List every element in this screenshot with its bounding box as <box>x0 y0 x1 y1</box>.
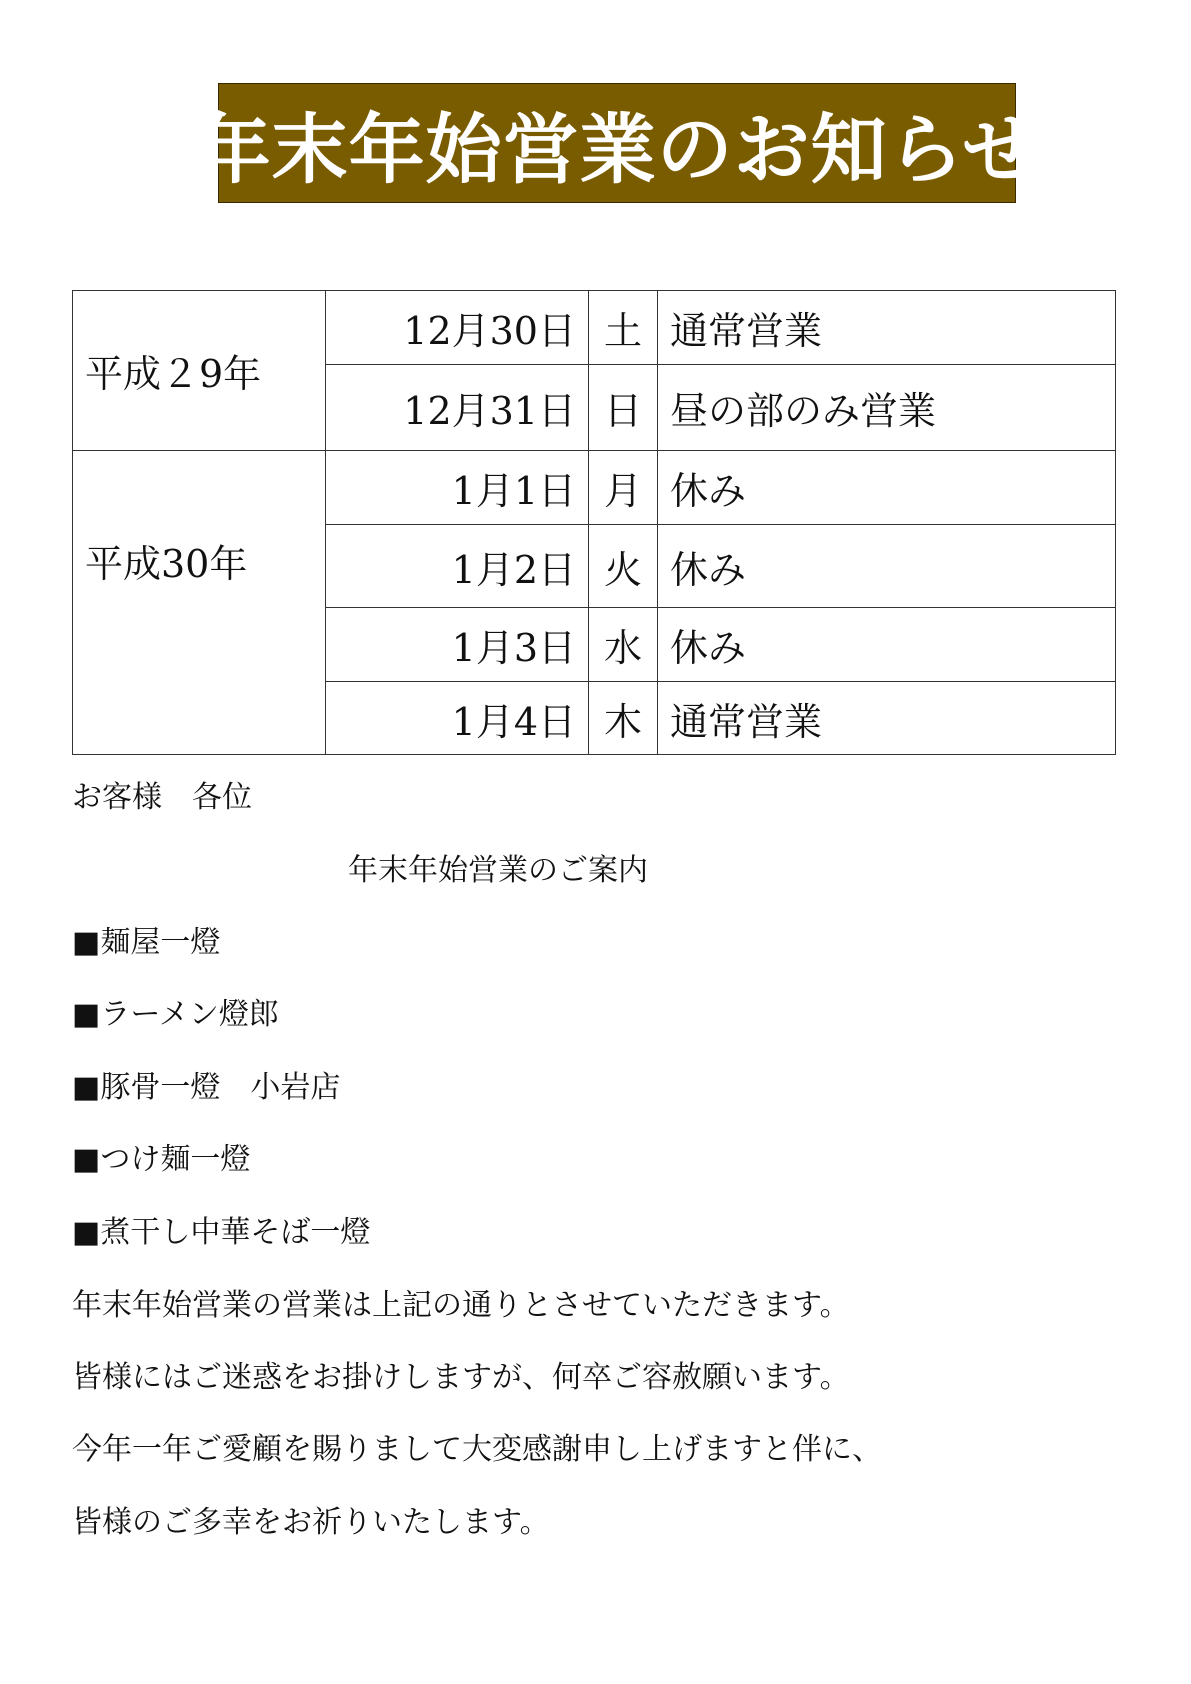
table-row <box>73 451 1116 525</box>
table-row <box>73 291 1116 365</box>
status-cell: 通常営業 <box>658 682 1116 755</box>
weekday-cell: 水 <box>589 608 658 682</box>
status-cell: 休み <box>658 525 1116 608</box>
status-cell: 休み <box>658 608 1116 682</box>
year-cell: 平成２9年 <box>73 291 326 451</box>
status-cell: 通常営業 <box>658 291 1116 365</box>
date-cell: 1月3日 <box>326 608 589 682</box>
subtitle: 年末年始営業のご案内 <box>348 853 648 888</box>
weekday-cell: 火 <box>589 525 658 608</box>
store-item: ■麺屋一燈 <box>72 925 221 960</box>
status-cell: 休み <box>658 451 1116 525</box>
message-line: 年末年始営業の営業は上記の通りとさせていただきます。 <box>72 1288 850 1323</box>
store-item: ■ラーメン燈郎 <box>72 997 279 1032</box>
date-cell: 12月31日 <box>326 365 589 451</box>
store-item: ■煮干し中華そば一燈 <box>72 1215 371 1250</box>
year-cell: 平成30年 <box>73 451 326 755</box>
message-line: 皆様のご多幸をお祈りいたします。 <box>72 1505 550 1540</box>
page-title: 年末年始営業のお知らせ <box>194 104 1040 194</box>
message-line: 今年一年ご愛顧を賜りまして大変感謝申し上げますと伴に、 <box>72 1432 882 1467</box>
store-item: ■豚骨一燈 小岩店 <box>72 1070 341 1105</box>
date-cell: 1月4日 <box>326 682 589 755</box>
status-cell: 昼の部のみ営業 <box>658 365 1116 451</box>
title-banner <box>194 83 1040 203</box>
weekday-cell: 月 <box>589 451 658 525</box>
date-cell: 1月1日 <box>326 451 589 525</box>
weekday-cell: 日 <box>589 365 658 451</box>
store-item: ■つけ麺一燈 <box>72 1142 251 1177</box>
date-cell: 12月30日 <box>326 291 589 365</box>
message-line: 皆様にはご迷惑をお掛けしますが、何卒ご容赦願います。 <box>72 1360 850 1395</box>
schedule-table <box>72 290 1116 755</box>
salutation: お客様 各位 <box>72 780 252 815</box>
weekday-cell: 木 <box>589 682 658 755</box>
date-cell: 1月2日 <box>326 525 589 608</box>
weekday-cell: 土 <box>589 291 658 365</box>
